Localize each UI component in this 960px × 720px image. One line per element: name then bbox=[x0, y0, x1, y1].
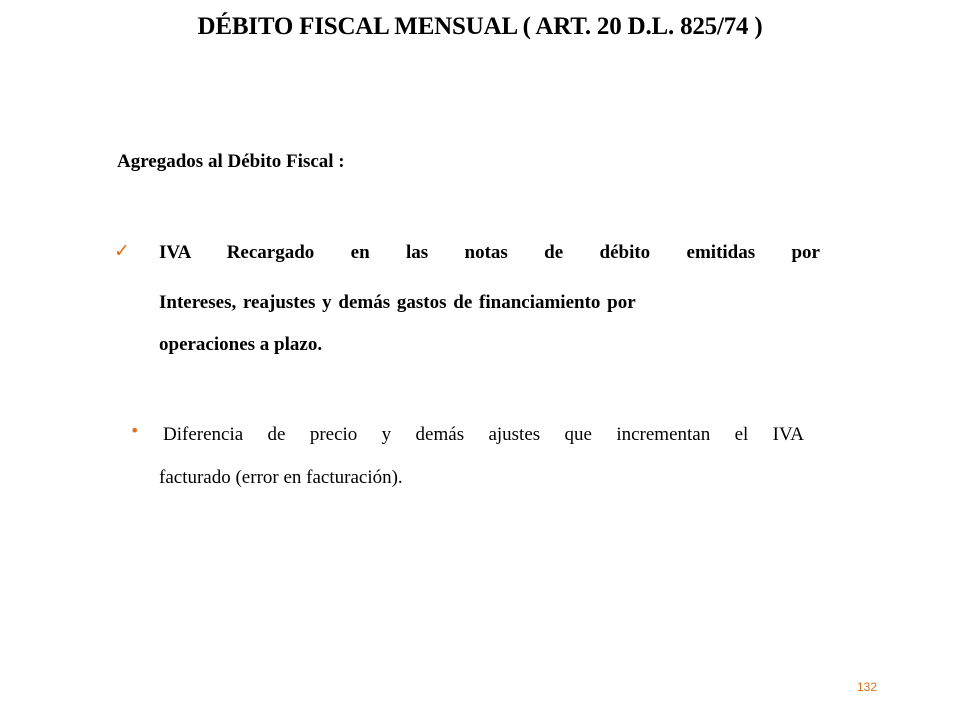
list-item-line: IVA Recargado en las notas de débito emitidas por bbox=[159, 242, 820, 263]
list-item-line: facturado (error en facturación). bbox=[159, 467, 403, 488]
page-number: 132 bbox=[857, 680, 878, 694]
section-subtitle: Agregados al Débito Fiscal : bbox=[117, 151, 345, 172]
list-item-line: Intereses, reajustes y demás gastos de financiamiento por bbox=[159, 292, 636, 313]
list-item-line: Diferencia de precio y demás ajustes que incrementan el IVA bbox=[163, 424, 804, 445]
bullet-icon: • bbox=[130, 421, 140, 440]
list-item-line: operaciones a plazo. bbox=[159, 334, 323, 355]
checkmark-icon: ✓ bbox=[114, 240, 130, 262]
slide-title: DÉBITO FISCAL MENSUAL ( ART. 20 D.L. 825/74 ) bbox=[197, 13, 763, 40]
